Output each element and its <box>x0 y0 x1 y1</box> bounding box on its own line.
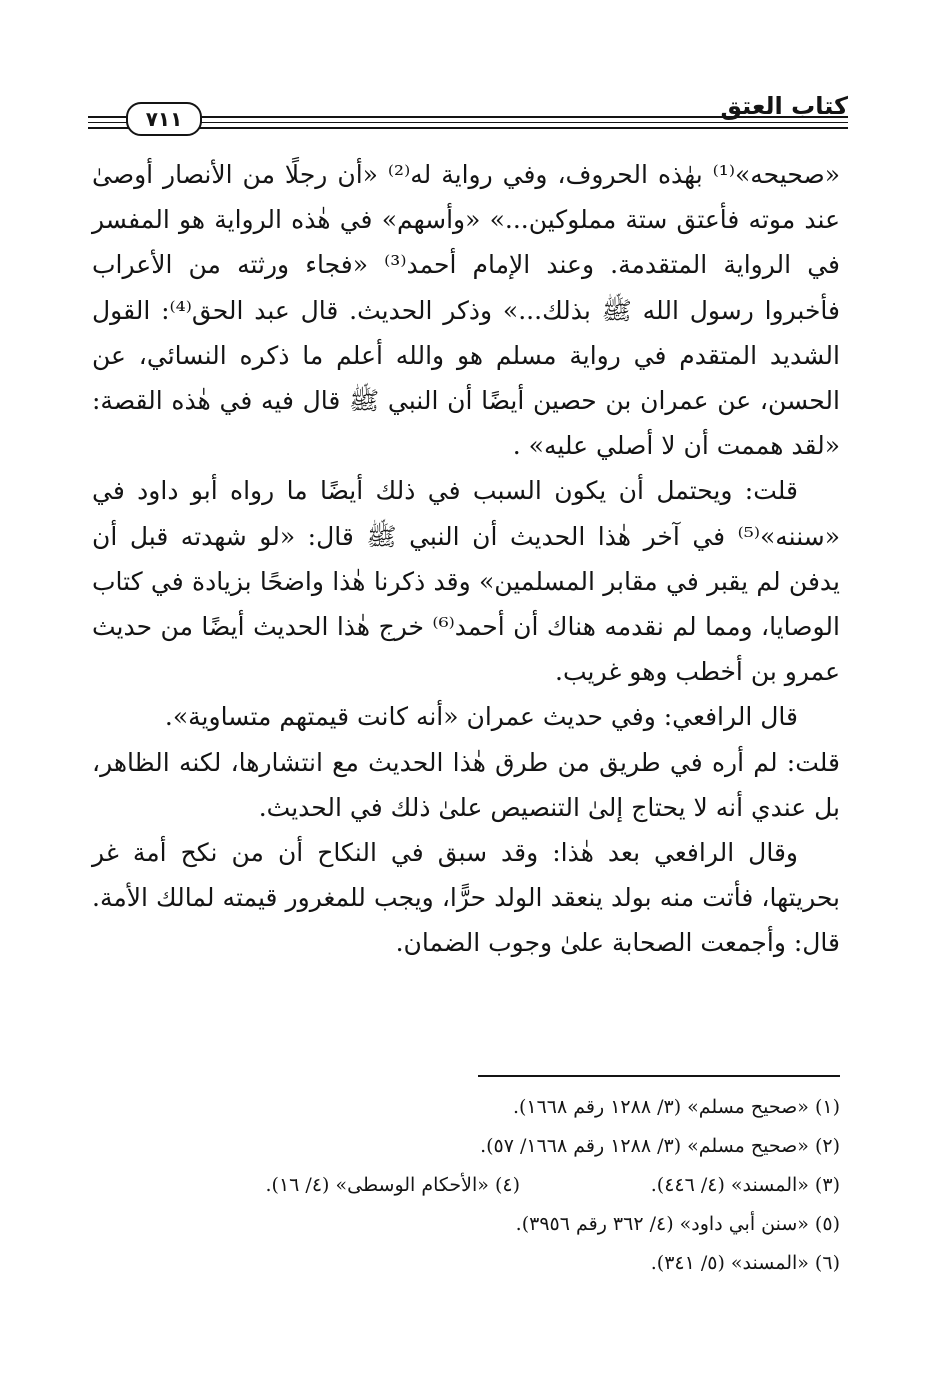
footnote-separator <box>478 1075 840 1077</box>
page-header <box>88 92 848 132</box>
header-rule-bottom <box>88 127 848 129</box>
footnotes <box>92 1088 840 1283</box>
paragraph-4: قلت: لم أره في طريق من طرق هٰذا الحديث مع انتشارها، لكنه الظاهر، بل عندي أنه لا يحتاج إلىٰ التنصيص علىٰ ذلك في الحديث. <box>92 747 840 822</box>
paragraph-5: وقال الرافعي بعد هٰذا: وقد سبق في النكاح أن من نكح أمة غر بحريتها، فأتت منه بولد ينعقد الولد حرًّا، ويجب للمغرور قيمته لمالك الأمة. قال: وأجمعت الصحابة علىٰ وجوب الضمان. <box>92 838 840 958</box>
footnote-4: (٤) «الأحكام الوسطى» (٤/ ١٦). <box>265 1174 520 1196</box>
footnote-row-3-4 <box>92 1166 840 1205</box>
paragraph-3: قال الرافعي: وفي حديث عمران «أنه كانت قيمتهم متساوية». <box>164 702 798 732</box>
footnote-5: (٥) «سنن أبي داود» (٤/ ٣٦٢ رقم ٣٩٥٦). <box>515 1213 840 1235</box>
footnote-2: (٢) «صحيح مسلم» (٣/ ١٢٨٨ رقم ١٦٦٨/ ٥٧). <box>480 1135 840 1157</box>
paragraph-2: قلت: ويحتمل أن يكون السبب في ذلك أيضًا ما رواه أبو داود في «سننه»⁽⁵⁾ في آخر هٰذا الحديث أن النبي ﷺ قال: «لو شهدته قبل أن يدفن لم يقبر في مقابر المسلمين» وقد ذكرنا هٰذا واضحًا بزيادة في كتاب الوصايا، ومما لم نقدمه هناك أن أحمد⁽⁶⁾ خرج هٰذا الحديث أيضًا من حديث عمرو بن أخطب وهو غريب. <box>92 476 840 687</box>
main-text <box>92 152 840 966</box>
footnote-1: (١) «صحيح مسلم» (٣/ ١٢٨٨ رقم ١٦٦٨). <box>512 1096 840 1118</box>
footnote-6: (٦) «المسند» (٥/ ٣٤١). <box>650 1252 840 1274</box>
chapter-title: كتاب العتق <box>720 92 848 120</box>
header-rule-middle <box>88 122 848 123</box>
footnote-3: (٣) «المسند» (٤/ ٤٤٦). <box>650 1174 840 1196</box>
page-number: ٧١١ <box>126 102 202 136</box>
paragraph-1: «صحيحه»⁽¹⁾ بهٰذه الحروف، وفي رواية له⁽²⁾ «أن رجلًا من الأنصار أوصىٰ عند موته فأعتق ستة مملوكين...» «وأسهم» في هٰذه الرواية هو المفسر في الرواية المتقدمة. وعند الإمام أحمد⁽³⁾ «فجاء ورثته من الأعراب فأخبروا رسول الله ﷺ بذلك...» وذكر الحديث. قال عبد الحق⁽⁴⁾: القول الشديد المتقدم في رواية مسلم هو والله أعلم ما ذكره النسائي، عن الحسن، عن عمران بن حصين أيضًا أن النبي ﷺ قال فيه في هٰذه القصة: «لقد هممت أن لا أصلي عليه» . <box>92 160 840 461</box>
